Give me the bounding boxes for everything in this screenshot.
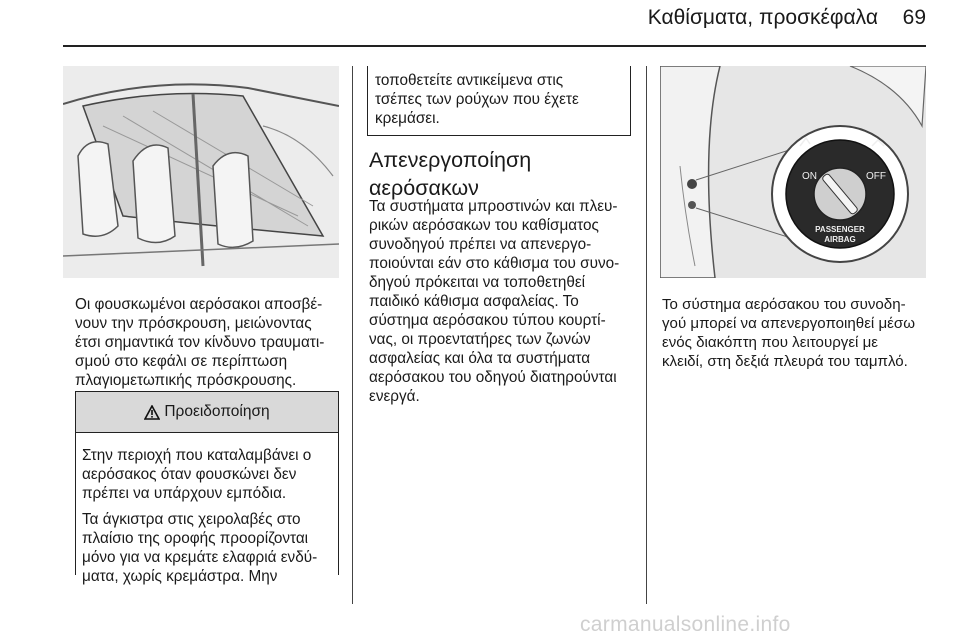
text-line: Οι φουσκωμένοι αερόσακοι αποσβέ-: [75, 296, 323, 313]
text-line: σμού στο κεφάλι σε περίπτωση: [75, 353, 288, 370]
text-line: ενός διακόπτη που λειτουργεί με: [662, 334, 879, 351]
left-paragraph: [75, 295, 345, 390]
text-line: ρικών αερόσακων του καθίσματος: [369, 217, 599, 234]
text-line: αερόσακος όταν φουσκώνει δεν: [82, 466, 297, 483]
text-line: σύστημα αερόσακου τύπου κουρτί-: [369, 312, 606, 329]
text-line: ασφαλείας και όλα τα συστήματα: [369, 350, 591, 367]
right-paragraph: [662, 295, 952, 371]
text-line: παιδικό κάθισμα ασφαλείας. Το: [369, 293, 579, 310]
text-line: πρέπει να υπάρχουν εμπόδια.: [82, 485, 287, 502]
warning-triangle-icon: [144, 405, 160, 420]
text-line: Τα συστήματα μπροστινών και πλευ-: [369, 198, 618, 215]
airbag-switch-figure: [660, 66, 926, 278]
on-label: ON: [802, 171, 817, 182]
warning-title: Προειδοποίηση: [164, 403, 270, 420]
text-line: τσέπες των ρούχων που έχετε: [375, 91, 579, 108]
text-line: Το σύστημα αερόσακου του συνοδη-: [662, 296, 906, 313]
off-label: OFF: [866, 171, 886, 182]
text-line: πλαίσιο της οροφής προορίζονται: [82, 530, 309, 547]
text-line: έτσι σημαντικά τον κίνδυνο τραυματι-: [75, 334, 325, 351]
key-switch-illustration: [660, 66, 926, 278]
warning-box: [75, 391, 339, 585]
text-line: γού μπορεί να απενεργοποιηθεί μέσω: [662, 315, 916, 332]
column-divider-left: [352, 66, 353, 604]
page-header-title: Καθίσματα, προσκέφαλα: [647, 6, 878, 29]
text-line: νουν την πρόσκρουση, μειώνοντας: [75, 315, 312, 332]
passenger-label: PASSENGER: [815, 225, 865, 234]
text-line: Στην περιοχή που καταλαμβάνει ο: [82, 447, 312, 464]
text-line: κλειδί, στη δεξιά πλευρά του ταμπλό.: [662, 353, 908, 370]
text-line: πλαγιομετωπικής πρόσκρουσης.: [75, 372, 297, 389]
curtain-airbag-figure: [63, 66, 339, 278]
airbag-label: AIRBAG: [824, 235, 856, 244]
heading-line: αερόσακων: [369, 176, 479, 200]
text-line: δηγού πρόκειται να τοποθετηθεί: [369, 274, 586, 291]
column-divider-right: [646, 66, 647, 604]
heading-line: Απενεργοποίηση: [369, 148, 532, 172]
warning-box-continued: [367, 66, 631, 136]
watermark: carmanualsonline.info: [580, 613, 791, 636]
page-number: 69: [902, 6, 926, 29]
text-line: ματα, χωρίς κρεμάστρα. Μην: [82, 568, 278, 585]
text-line: τοποθετείτε αντικείμενα στις: [375, 72, 564, 89]
middle-paragraph: [369, 197, 639, 406]
section-heading: [369, 146, 629, 202]
text-line: αερόσακου του οδηγού διατηρούνται: [369, 369, 617, 386]
text-line: ποιούνται εάν στο κάθισμα του συνο-: [369, 255, 620, 272]
curtain-airbag-illustration: [63, 66, 339, 278]
header-rule: [63, 45, 926, 47]
text-line: ενεργά.: [369, 388, 420, 405]
text-line: νας, οι προεντατήρες των ζωνών: [369, 331, 591, 348]
text-line: Τα άγκιστρα στις χειρολαβές στο: [82, 511, 301, 528]
text-line: μόνο για να κρεμάτε ελαφριά ενδύ-: [82, 549, 318, 566]
warning-header: [76, 391, 338, 433]
text-line: συνοδηγού πρέπει να απενεργο-: [369, 236, 592, 253]
text-line: κρεμάσει.: [375, 110, 440, 127]
warning-paragraph-1: [76, 446, 338, 503]
warning-paragraph-2: [76, 510, 338, 586]
